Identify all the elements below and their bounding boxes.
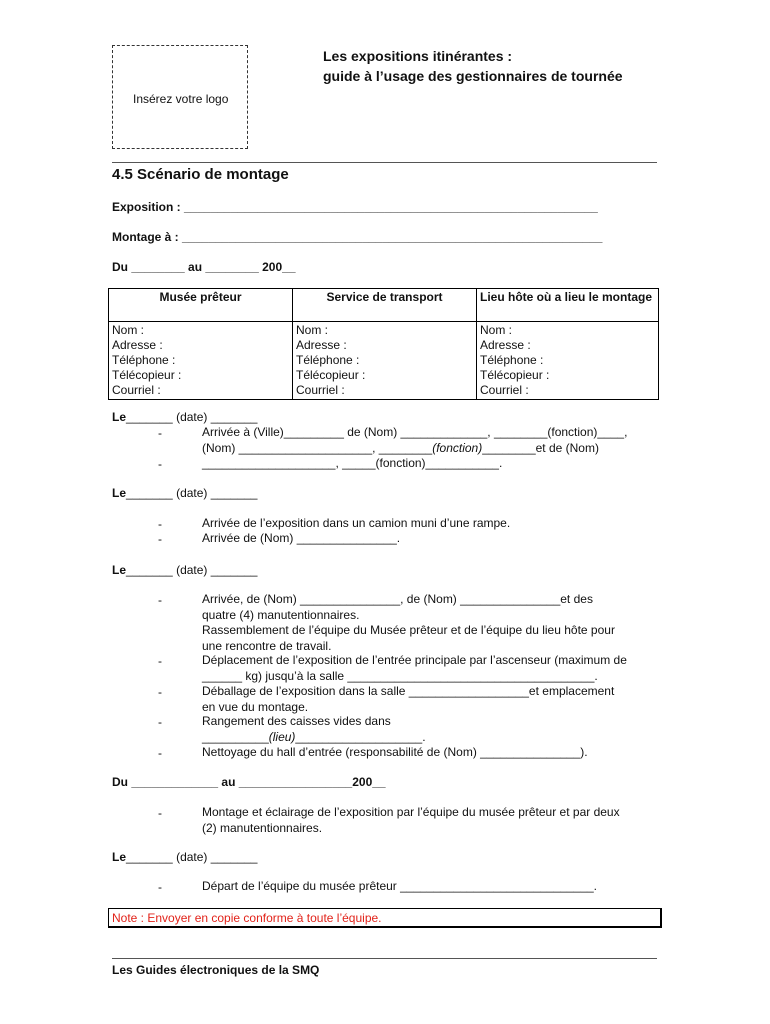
bullet: - xyxy=(158,880,162,894)
montage-period: Du _____________ au _________________200__ xyxy=(112,775,386,789)
lieu-blank-end: ___________________. xyxy=(295,729,426,744)
lieu-italic: (lieu) xyxy=(268,729,296,744)
note-box: Note : Envoyer en copie conforme à toute l’équipe. xyxy=(108,908,662,928)
logo-placeholder xyxy=(112,45,248,149)
contact-telecopieur: Télécopieur : xyxy=(112,368,182,382)
contact-table-header-row xyxy=(109,289,659,322)
header-musee-preteur: Musée prêteur xyxy=(109,289,293,322)
day3-item-2 xyxy=(202,653,662,684)
contact-telephone: Téléphone : xyxy=(480,353,544,367)
bullet: - xyxy=(158,517,162,531)
day3-item-1-line2: quatre (4) manutentionnaires. xyxy=(202,607,360,622)
footer-divider xyxy=(112,958,657,959)
bullet: - xyxy=(158,806,162,820)
date-blank: _______ (date) _______ xyxy=(126,410,258,424)
day3-item-1-line4: une rencontre de travail. xyxy=(202,638,332,653)
day3-item-1-line1: Arrivée, de (Nom) _______________, de (Nom) _______________et des xyxy=(202,592,593,606)
contact-telecopieur: Télécopieur : xyxy=(296,368,366,382)
contact-nom: Nom : xyxy=(296,323,329,337)
schedule-day-2 xyxy=(112,486,257,500)
musee-preteur-cell xyxy=(109,322,293,400)
le-label: Le xyxy=(112,850,127,864)
contact-courriel: Courriel : xyxy=(296,383,345,397)
contact-courriel: Courriel : xyxy=(112,383,161,397)
bullet: - xyxy=(158,532,162,546)
day3-item-5: Nettoyage du hall d’entrée (responsabilité de (Nom) _______________). xyxy=(202,745,588,759)
logo-placeholder-text: Insérez votre logo xyxy=(133,92,229,106)
section-title: 4.5 Scénario de montage xyxy=(112,166,289,183)
day3-item-3-line2: en vue du montage. xyxy=(202,699,309,714)
montage-field: Montage à : _______________________________________________________________ xyxy=(112,230,603,244)
header-divider xyxy=(112,162,657,163)
schedule-day-1 xyxy=(112,410,257,424)
montage-item-1 xyxy=(202,805,662,836)
lieu-blank-start: __________ xyxy=(202,729,269,744)
schedule-day-4 xyxy=(112,850,257,864)
day1-item-1 xyxy=(202,425,662,456)
exposition-field: Exposition : ______________________________________________________________ xyxy=(112,200,598,214)
bullet: - xyxy=(158,685,162,699)
date-blank: _______ (date) _______ xyxy=(126,563,258,577)
day3-item-3 xyxy=(202,684,662,715)
service-transport-cell xyxy=(293,322,477,400)
bullet: - xyxy=(158,457,162,471)
bullet: - xyxy=(158,715,162,729)
bullet: - xyxy=(158,593,162,607)
day1-item-1-line2 xyxy=(202,441,662,457)
date-range-field: Du ________ au ________ 200__ xyxy=(112,260,296,274)
bullet: - xyxy=(158,426,162,440)
bullet: - xyxy=(158,746,162,760)
contact-nom: Nom : xyxy=(112,323,145,337)
document-title xyxy=(323,46,623,86)
bullet: - xyxy=(158,654,162,668)
contact-adresse: Adresse : xyxy=(112,338,163,352)
montage-item-1-line1: Montage et éclairage de l’exposition par l’équipe du musée prêteur et par deux xyxy=(202,805,620,819)
day3-item-3-line1: Déballage de l’exposition dans la salle __________________et emplacement xyxy=(202,684,615,698)
day1-item-1-line2-end: ________et de (Nom) xyxy=(482,440,599,455)
date-blank: _______ (date) _______ xyxy=(126,486,258,500)
day3-item-2-line1: Déplacement de l’exposition de l’entrée principale par l’ascenseur (maximum de xyxy=(202,653,627,667)
title-line-1: Les expositions itinérantes : xyxy=(323,48,513,64)
contact-nom: Nom : xyxy=(480,323,513,337)
day3-item-4-line1: Rangement des caisses vides dans xyxy=(202,714,391,728)
le-label: Le xyxy=(112,486,127,500)
footer-text: Les Guides électroniques de la SMQ xyxy=(112,963,320,977)
date-blank: _______ (date) _______ xyxy=(126,850,258,864)
day3-item-4-line2 xyxy=(202,730,662,746)
day3-item-4 xyxy=(202,714,662,745)
contact-telephone: Téléphone : xyxy=(296,353,360,367)
day3-item-1 xyxy=(202,592,662,654)
day1-item-1-line2-start: (Nom) ____________________, ________ xyxy=(202,440,433,455)
day4-item-1: Départ de l’équipe du musée prêteur _____________________________. xyxy=(202,879,597,893)
header-service-transport: Service de transport xyxy=(293,289,477,322)
title-line-2: guide à l’usage des gestionnaires de tournée xyxy=(323,68,623,84)
day1-item-2: ____________________, _____(fonction)___________. xyxy=(202,456,503,470)
contact-adresse: Adresse : xyxy=(296,338,347,352)
day3-item-2-line2: ______ kg) jusqu’à la salle _____________________________________. xyxy=(202,668,598,683)
day3-item-1-line3: Rassemblement de l’équipe du Musée prêteur et de l’équipe du lieu hôte pour xyxy=(202,623,615,637)
montage-item-1-line2: (2) manutentionnaires. xyxy=(202,820,323,835)
day2-item-2: Arrivée de (Nom) _______________. xyxy=(202,531,401,545)
schedule-day-3 xyxy=(112,563,257,577)
day1-item-1-line1: Arrivée à (Ville)_________ de (Nom) _____________, ________(fonction)____, xyxy=(202,425,628,439)
fonction-italic: (fonction) xyxy=(432,440,483,455)
lieu-hote-cell xyxy=(477,322,659,400)
contact-telephone: Téléphone : xyxy=(112,353,176,367)
header-lieu-hote: Lieu hôte où a lieu le montage xyxy=(477,289,659,322)
day2-item-1: Arrivée de l’exposition dans un camion muni d’une rampe. xyxy=(202,516,511,530)
le-label: Le xyxy=(112,563,127,577)
contact-telecopieur: Télécopieur : xyxy=(480,368,550,382)
contact-courriel: Courriel : xyxy=(480,383,529,397)
le-label: Le xyxy=(112,410,127,424)
contact-table xyxy=(108,288,659,400)
contact-table-body-row xyxy=(109,322,659,400)
contact-adresse: Adresse : xyxy=(480,338,531,352)
